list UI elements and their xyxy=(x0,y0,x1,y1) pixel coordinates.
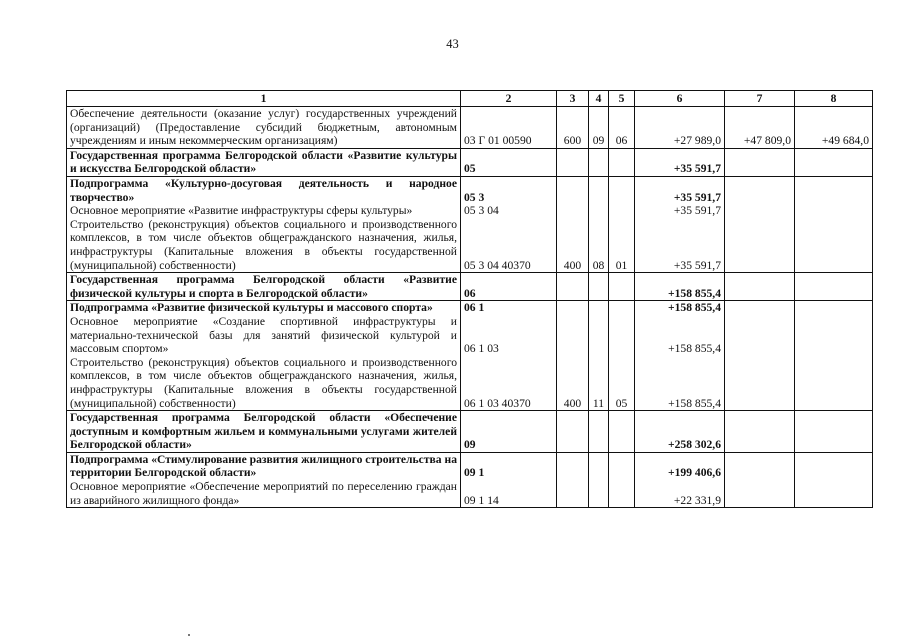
cell-value xyxy=(798,218,869,272)
vr-cell xyxy=(557,273,589,301)
page-number: 43 xyxy=(446,37,459,51)
cell-value: 05 3 04 xyxy=(464,204,499,218)
cell-value xyxy=(612,453,631,480)
cell-value: 09 xyxy=(592,134,605,148)
description-cell xyxy=(67,452,461,507)
cell-value xyxy=(592,149,605,176)
table-row xyxy=(67,107,873,149)
header-cell: 3 xyxy=(557,91,589,107)
cell-value: +27 989,0 xyxy=(673,134,721,148)
vr-cell xyxy=(557,301,589,411)
cell-value xyxy=(560,315,585,356)
code-cell xyxy=(461,107,557,149)
description-cell xyxy=(67,411,461,453)
cell-value: +158 855,4 xyxy=(668,342,721,356)
cell-value xyxy=(592,301,605,315)
cell-value xyxy=(798,315,869,356)
cell-value xyxy=(728,301,791,315)
pr-cell xyxy=(609,107,635,149)
pr-cell xyxy=(609,273,635,301)
code-cell xyxy=(461,148,557,176)
cell-value xyxy=(728,204,791,218)
cell-value: 05 3 04 40370 xyxy=(464,258,531,272)
description-text: Обеспечение деятельности (оказание услуг) государственных учреждений (организаций) (Предоставление субсидий бюджетным, автономным учреждениям и иным некоммерческим организациям) xyxy=(70,107,457,148)
cell-value xyxy=(728,218,791,272)
table-row xyxy=(67,411,873,453)
description-text: Строительство (реконструкция) объектов социального и производственного комплексов, в том числе объектов общегражданского назначения, жилья, инфраструктуры (Капитальные вложения в объекты государственной (муниципальной) собственности) xyxy=(70,217,457,272)
table-row xyxy=(67,452,873,507)
cell-value: +22 331,9 xyxy=(673,493,721,507)
description-text: Государственная программа Белгородской области «Обеспечение доступным и комфортным жильем и коммунальными услугами жителей Белгородской области» xyxy=(70,411,457,452)
cell-value: +35 591,7 xyxy=(673,204,721,218)
cell-value xyxy=(798,480,869,507)
pr-cell xyxy=(609,411,635,453)
description-cell xyxy=(67,176,461,272)
amount-2020-cell xyxy=(725,107,795,149)
cell-value xyxy=(798,177,869,204)
cell-value: 09 1 14 xyxy=(464,493,499,507)
description-text: Государственная программа Белгородской области «Развитие культуры и искусства Белгородской области» xyxy=(70,148,457,176)
cell-value xyxy=(798,273,869,300)
amount-2021-cell xyxy=(795,148,873,176)
cell-value: +47 809,0 xyxy=(743,134,791,148)
code-cell xyxy=(461,176,557,272)
cell-value xyxy=(798,301,869,315)
cell-value xyxy=(592,177,605,204)
table-body xyxy=(67,107,873,508)
description-text: Основное мероприятие «Обеспечение мероприятий по переселению граждан из аварийного жилищного фонда» xyxy=(70,480,457,507)
description-text: Подпрограмма «Стимулирование развития жилищного строительства на территории Белгородской области» xyxy=(70,452,457,480)
cell-value xyxy=(798,149,869,176)
table-row xyxy=(67,176,873,272)
cell-value: 05 3 xyxy=(464,190,485,204)
amount-2019-cell xyxy=(635,301,725,411)
amount-2021-cell xyxy=(795,301,873,411)
amount-2020-cell xyxy=(725,148,795,176)
budget-table xyxy=(66,90,873,508)
cell-value: 400 xyxy=(563,396,582,410)
cell-value xyxy=(728,453,791,480)
cell-value xyxy=(612,177,631,204)
cell-value xyxy=(728,356,791,410)
code-cell xyxy=(461,411,557,453)
pr-cell xyxy=(609,148,635,176)
cell-value xyxy=(560,177,585,204)
table-row xyxy=(67,301,873,411)
header-cell: 5 xyxy=(609,91,635,107)
cell-value xyxy=(798,411,869,452)
cell-value: 05 xyxy=(464,162,476,176)
description-cell xyxy=(67,273,461,301)
cell-value xyxy=(728,149,791,176)
cell-value xyxy=(798,453,869,480)
header-cell: 6 xyxy=(635,91,725,107)
pr-cell xyxy=(609,176,635,272)
vr-cell xyxy=(557,148,589,176)
cell-value: +35 591,7 xyxy=(673,258,721,272)
cell-value xyxy=(612,411,631,452)
vr-cell xyxy=(557,452,589,507)
cell-value: 11 xyxy=(592,396,605,410)
cell-value: +49 684,0 xyxy=(821,134,869,148)
description-text: Государственная программа Белгородской области «Развитие физической культуры и спорта в Белгородской области» xyxy=(70,273,457,300)
cell-value: +258 302,6 xyxy=(668,438,721,452)
cell-value: 06 1 03 xyxy=(464,342,499,356)
pr-cell xyxy=(609,452,635,507)
cell-value: +199 406,6 xyxy=(668,466,721,480)
amount-2020-cell xyxy=(725,452,795,507)
cell-value xyxy=(798,204,869,218)
cell-value xyxy=(592,480,605,507)
rz-cell xyxy=(589,176,609,272)
cell-value: 06 1 xyxy=(464,301,485,315)
cell-value xyxy=(592,453,605,480)
cell-value xyxy=(612,315,631,356)
amount-2019-cell xyxy=(635,176,725,272)
cell-value: +158 855,4 xyxy=(668,396,721,410)
vr-cell xyxy=(557,411,589,453)
cell-value: 06 xyxy=(464,286,476,300)
cell-value: 05 xyxy=(615,396,628,410)
cell-value xyxy=(560,273,585,300)
cell-value xyxy=(592,315,605,356)
amount-2021-cell xyxy=(795,176,873,272)
rz-cell xyxy=(589,411,609,453)
cell-value: 01 xyxy=(615,258,628,272)
cell-value: 09 1 xyxy=(464,466,485,480)
code-cell xyxy=(461,301,557,411)
header-row xyxy=(67,91,873,107)
cell-value xyxy=(728,315,791,356)
cell-value: 09 xyxy=(464,438,476,452)
cell-value xyxy=(560,301,585,315)
amount-2020-cell xyxy=(725,176,795,272)
code-cell xyxy=(461,452,557,507)
cell-value xyxy=(560,480,585,507)
cell-value xyxy=(728,411,791,452)
cell-value: +158 855,4 xyxy=(668,286,721,300)
cell-value xyxy=(560,204,585,218)
amount-2021-cell xyxy=(795,411,873,453)
cell-value xyxy=(612,204,631,218)
cell-value xyxy=(728,177,791,204)
cell-value xyxy=(592,273,605,300)
rz-cell xyxy=(589,273,609,301)
table-row xyxy=(67,273,873,301)
description-text: Подпрограмма «Развитие физической культуры и массового спорта» xyxy=(70,301,433,315)
amount-2021-cell xyxy=(795,273,873,301)
table-row xyxy=(67,148,873,176)
amount-2019-cell xyxy=(635,452,725,507)
cell-value: 600 xyxy=(563,134,582,148)
amount-2021-cell xyxy=(795,452,873,507)
cell-value xyxy=(612,149,631,176)
rz-cell xyxy=(589,452,609,507)
description-cell xyxy=(67,301,461,411)
amount-2019-cell xyxy=(635,273,725,301)
cell-value xyxy=(612,273,631,300)
pr-cell xyxy=(609,301,635,411)
header-cell: 4 xyxy=(589,91,609,107)
rz-cell xyxy=(589,301,609,411)
cell-value: +35 591,7 xyxy=(673,190,721,204)
cell-value: 06 1 03 40370 xyxy=(464,396,531,410)
description-cell xyxy=(67,107,461,149)
cell-value xyxy=(560,411,585,452)
amount-2019-cell xyxy=(635,107,725,149)
code-cell xyxy=(461,273,557,301)
cell-value xyxy=(728,273,791,300)
cell-value: +158 855,4 xyxy=(668,301,721,315)
cell-value: 08 xyxy=(592,258,605,272)
amount-2019-cell xyxy=(635,411,725,453)
amount-2019-cell xyxy=(635,148,725,176)
scan-speck xyxy=(188,634,190,636)
cell-value xyxy=(798,356,869,410)
cell-value xyxy=(592,411,605,452)
cell-value: 400 xyxy=(563,258,582,272)
description-text: Строительство (реконструкция) объектов социального и производственного комплексов, в том числе объектов общегражданского назначения, жилья, инфраструктуры (Капитальные вложения в объекты государственной (муниципальной) собственности) xyxy=(70,355,457,410)
amount-2021-cell xyxy=(795,107,873,149)
cell-value xyxy=(560,453,585,480)
cell-value xyxy=(560,149,585,176)
header-cell: 8 xyxy=(795,91,873,107)
description-text: Основное мероприятие «Создание спортивной инфраструктуры и материально-технической базы для занятий физической культурой и массовым спортом» xyxy=(70,314,457,356)
amount-2020-cell xyxy=(725,411,795,453)
rz-cell xyxy=(589,107,609,149)
description-text: Подпрограмма «Культурно-досуговая деятельность и народное творчество» xyxy=(70,176,457,204)
cell-value xyxy=(592,204,605,218)
header-cell: 7 xyxy=(725,91,795,107)
cell-value: 06 xyxy=(615,134,628,148)
rz-cell xyxy=(589,148,609,176)
vr-cell xyxy=(557,107,589,149)
cell-value: 03 Г 01 00590 xyxy=(464,134,532,148)
vr-cell xyxy=(557,176,589,272)
amount-2020-cell xyxy=(725,301,795,411)
description-text: Основное мероприятие «Развитие инфраструктуры сферы культуры» xyxy=(70,204,413,218)
cell-value: +35 591,7 xyxy=(673,162,721,176)
description-cell xyxy=(67,148,461,176)
header-cell: 1 xyxy=(67,91,461,107)
cell-value xyxy=(612,301,631,315)
header-cell: 2 xyxy=(461,91,557,107)
cell-value xyxy=(728,480,791,507)
amount-2020-cell xyxy=(725,273,795,301)
cell-value xyxy=(612,480,631,507)
